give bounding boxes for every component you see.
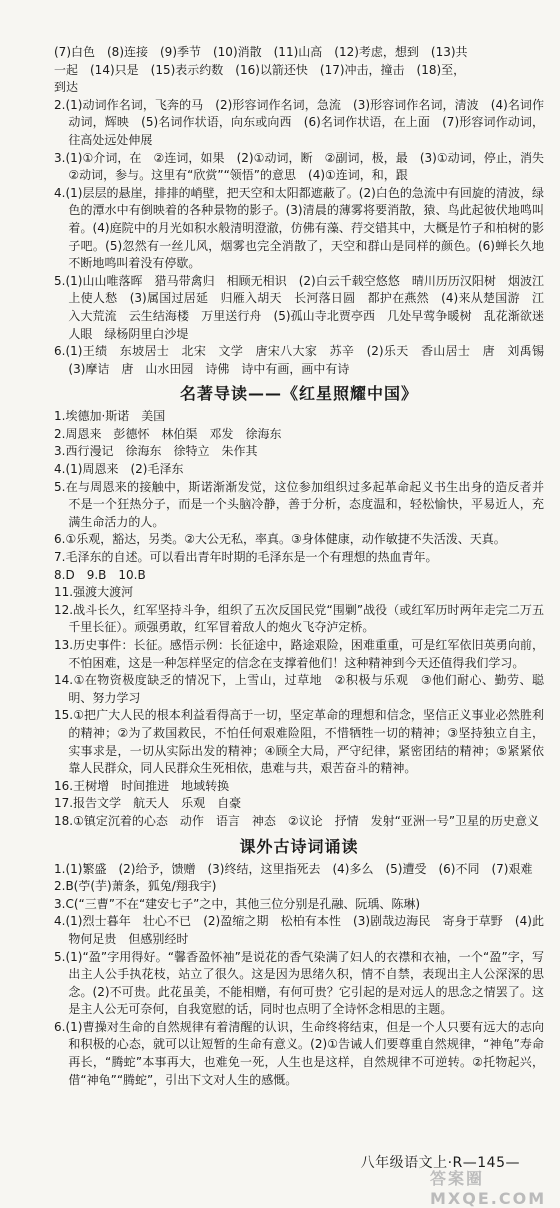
answer-item: 12.战斗长久，红军坚持斗争，组织了五次反国民党“围剿”战役（或红军历时两年走完二万五千里长征）。顽强勇敢，红军冒着敌人的炮火飞夺泸定桥。 [54,602,544,635]
answer-item: 6.(1)王绩 东坡居士 北宋 文学 唐宋八大家 苏辛 (2)乐天 香山居士 唐 刘禹锡 (3)摩诘 唐 山水田园 诗佛 诗中有画，画中有诗 [54,344,557,376]
answer-item: 2.周恩来 彭德怀 林伯渠 邓发 徐海东 [54,426,282,441]
answer-line: 到达 [54,80,79,95]
answer-item: 14.①在物资极度缺乏的情况下，上雪山，过草地 ②积极与乐观 ③他们耐心、勤劳、聪明、努力学习 [54,673,544,705]
answer-item: 7.毛泽东的自述。可以看出青年时期的毛泽东是一个有理想的热血青年。 [54,550,438,565]
answer-item: 5.在与周恩来的接触中，斯诺渐渐发觉，这位参加组织过多起革命起义书生出身的造反者并不是一个狂热分子，而是一个头脑冷静，善于分析，态度温和，轻松愉快，平易近人，充满生命活力的人。 [54,479,544,529]
answer-item: 2.(1)动词作名词，飞奔的马 (2)形容词作名词，急流 (3)形容词作名词，清波 (4)名词作动词，辉映 (5)名词作状语，向东或向西 (6)名词作状语，在上面 (7)形容词作动词，往高处远处伸展 [54,97,544,147]
answer-item: 8.D 9.B 10.B [54,567,146,582]
answer-item: 1.(1)繁盛 (2)给予，馈赠 (3)终结，这里指死去 (4)多么 (5)遭受 (6)不同 (7)艰难 [54,861,533,876]
answer-item: 4.(1)周恩来 (2)毛泽东 [54,462,184,477]
answer-item: 5.(1)山山唯落晖 猎马带禽归 相顾无相识 (2)白云千载空悠悠 晴川历历汉阳树 烟波江上使人愁 (3)属国过居延 归雁入胡天 长河落日圆 都护在燕然 (4)来从楚国游 江入大荒流 云生结海楼 万里送行舟 (5)孤山寺北贾亭西 几处早莺争暖树 乱花渐欲迷人眼 绿杨阴里白沙堤 [54,273,544,341]
answer-item: 1.埃德加·斯诺 美国 [54,409,166,424]
top-answer-block [54,44,557,378]
page-footer: 八年级语文上·R—145— [360,1155,520,1171]
answer-line: (7)白色 (8)连接 (9)季节 (10)消散 (11)山高 (12)考虑，想到 (13)共 [54,45,468,59]
page-content [54,44,557,1089]
answer-item: 6.①乐观，豁达，另类。②大公无私，率真。③身体健康，动作敏捷不失活泼、天真。 [54,532,506,547]
section-ancient-poetry [54,861,544,1090]
answer-item: 13.历史事件：长征。感悟示例：长征途中，路途艰险，困难重重，可是红军依旧英勇向前，不怕困难，这是一种怎样坚定的信念在支撑着他们！这种精神到今天还值得我们学习。 [54,638,544,670]
answer-item: 16.王树增 时间推进 地域转换 [54,778,230,793]
answer-line: 一起 (14)只是 (15)表示约数 (16)以箭还快 (17)冲击，撞击 (18)至， [54,62,466,77]
answer-item: 6.(1)曹操对生命的自然规律有着清醒的认识，生命终将结束，但是一个人只要有远大的志向和积极的心态，就可以让短暂的生命有意义。(2)①告诫人们要尊重自然规律，“神龟”寿命再长，“腾蛇”本事再大，也难免一死，人生也是这样，自然规律不可逆转。②托物起兴，借“神龟”“腾蛇”，引出下文对人生的感慨。 [54,1019,544,1087]
answer-item: 2.B(苧(芋)萧条，狐兔/翔我宇) [54,879,217,894]
section-title-classic-reading: 名著导读——《红星照耀中国》 [179,384,418,404]
answer-item: 11.强渡大渡河 [54,585,134,600]
answer-item: 5.(1)“盈”字用得好。“馨香盈怀袖”是说花的香气染满了妇人的衣襟和衣袖，一个“盈”字，写出主人公手执花枝，站立了很久。这是因为思绪久积，情不自禁，表现出主人公深深的思念。(2)不可贵。此花虽美，不能相赠，有何可贵？它引起的是对远人的思念之情罢了。这是主人公无可奈何，自我宽慰的话，同时也点明了全诗怀念相思的主题。 [54,949,544,1017]
answer-item: 17.报告文学 航天人 乐观 自豪 [54,796,242,811]
answer-item: 4.(1)层层的悬崖，排排的峭壁，把天空和太阳都遮蔽了。(2)白色的急流中有回旋的清波，绿色的潭水中有倒映着的各种景物的影子。(3)清晨的薄雾将要消散，猿、鸟此起彼伏地鸣叫着。(4)庭院中的月光如积水般清明澄澈，仿佛有藻、荇交错其中，大概是竹子和柏树的影子吧。(5)忽然有一丝儿风，烟雾也完全消散了，天空和群山是同样的颜色。(6)蝉长久地不断地鸣叫着没有停歇。 [54,185,544,271]
answer-item: 15.①把广大人民的根本利益看得高于一切，坚定革命的理想和信念，坚信正义事业必然胜利的精神；②为了救国救民，不怕任何艰难险阻，不惜牺牲一切的精神；③坚持独立自主，实事求是，一切从实际出发的精神；④顾全大局，严守纪律，紧密团结的精神；⑤紧紧依靠人民群众，同人民群众生死相依，患难与共，艰苦奋斗的精神。 [54,708,544,776]
answer-item: 3.西行漫记 徐海东 徐特立 朱作其 [54,444,258,459]
answer-item: 3.(1)①介词，在 ②连词，如果 (2)①动词，断 ②副词，极，最 (3)①动词，停止，消失 ②动词，参与。这里有“欣赏”“领悟”的意思 (4)①连词，和，跟 [54,150,557,183]
section-title-ancient-poetry: 课外古诗词诵读 [239,836,359,856]
site-watermark: 答案圈 MXQE.COM [430,1169,547,1208]
answer-item: 4.(1)烈士暮年 壮心不已 (2)盈缩之期 松柏有本性 (3)剧哉边海民 寄身于草野 (4)此物何足贵 但感别经时 [54,914,544,946]
answer-item: 18.①镇定沉着的心态 动作 语言 神态 ②议论 抒情 发射“亚洲一号”卫星的历史意义 [54,813,540,828]
section-classic-reading [54,408,544,830]
answer-item: 3.C(“三曹”不在“建安七子”之中，其他三位分别是孔融、阮瑀、陈琳) [54,896,421,911]
